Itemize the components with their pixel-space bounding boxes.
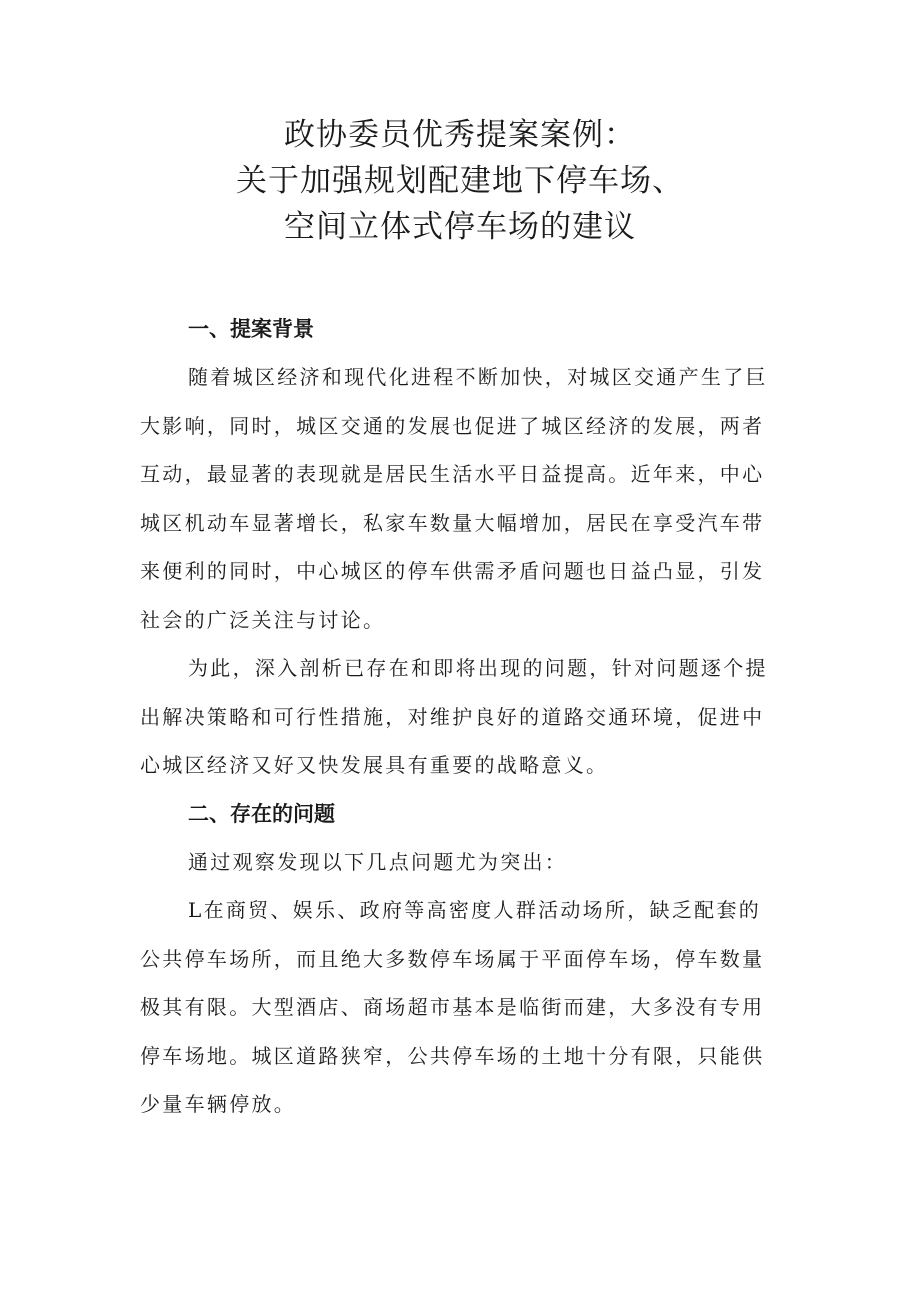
section-heading-background: 一、提案背景 bbox=[188, 317, 314, 341]
title-line-3: 空间立体式停车场的建议 bbox=[284, 209, 636, 245]
paragraph-problems-1: L在商贸、娱乐、政府等高密度人群活动场所，缺乏配套的公共停车场所，而且绝大多数停车场属于平面停车场，停车数量极其有限。大型酒店、商场超市基本是临街而建，大多没有专用停车场地。城区道路狭窄，公共停车场的土地十分有限，只能供少量车辆停放。 bbox=[140, 898, 765, 1116]
document-body bbox=[140, 305, 770, 1129]
paragraph-background-1: 随着城区经济和现代化进程不断加快，对城区交通产生了巨大影响，同时，城区交通的发展也促进了城区经济的发展，两者互动，最显著的表现就是居民生活水平日益提高。近年来，中心城区机动车显著增长，私家车数量大幅增加，居民在享受汽车带来便利的同时，中心城区的停车供需矛盾问题也日益凸显，引发社会的广泛关注与讨论。 bbox=[140, 365, 768, 632]
title-line-1: 政协委员优秀提案案例： bbox=[284, 117, 636, 153]
title-line-2: 关于加强规划配建地下停车场、 bbox=[236, 163, 684, 199]
paragraph-background-2: 为此，深入剖析已存在和即将出现的问题，针对问题逐个提出解决策略和可行性措施，对维护良好的道路交通环境，促进中心城区经济又好又快发展具有重要的战略意义。 bbox=[140, 656, 768, 777]
document-title bbox=[0, 112, 920, 250]
section-heading-problems: 二、存在的问题 bbox=[188, 801, 335, 826]
paragraph-problems-intro: 通过观察发现以下几点问题尤为突出： bbox=[188, 849, 568, 874]
